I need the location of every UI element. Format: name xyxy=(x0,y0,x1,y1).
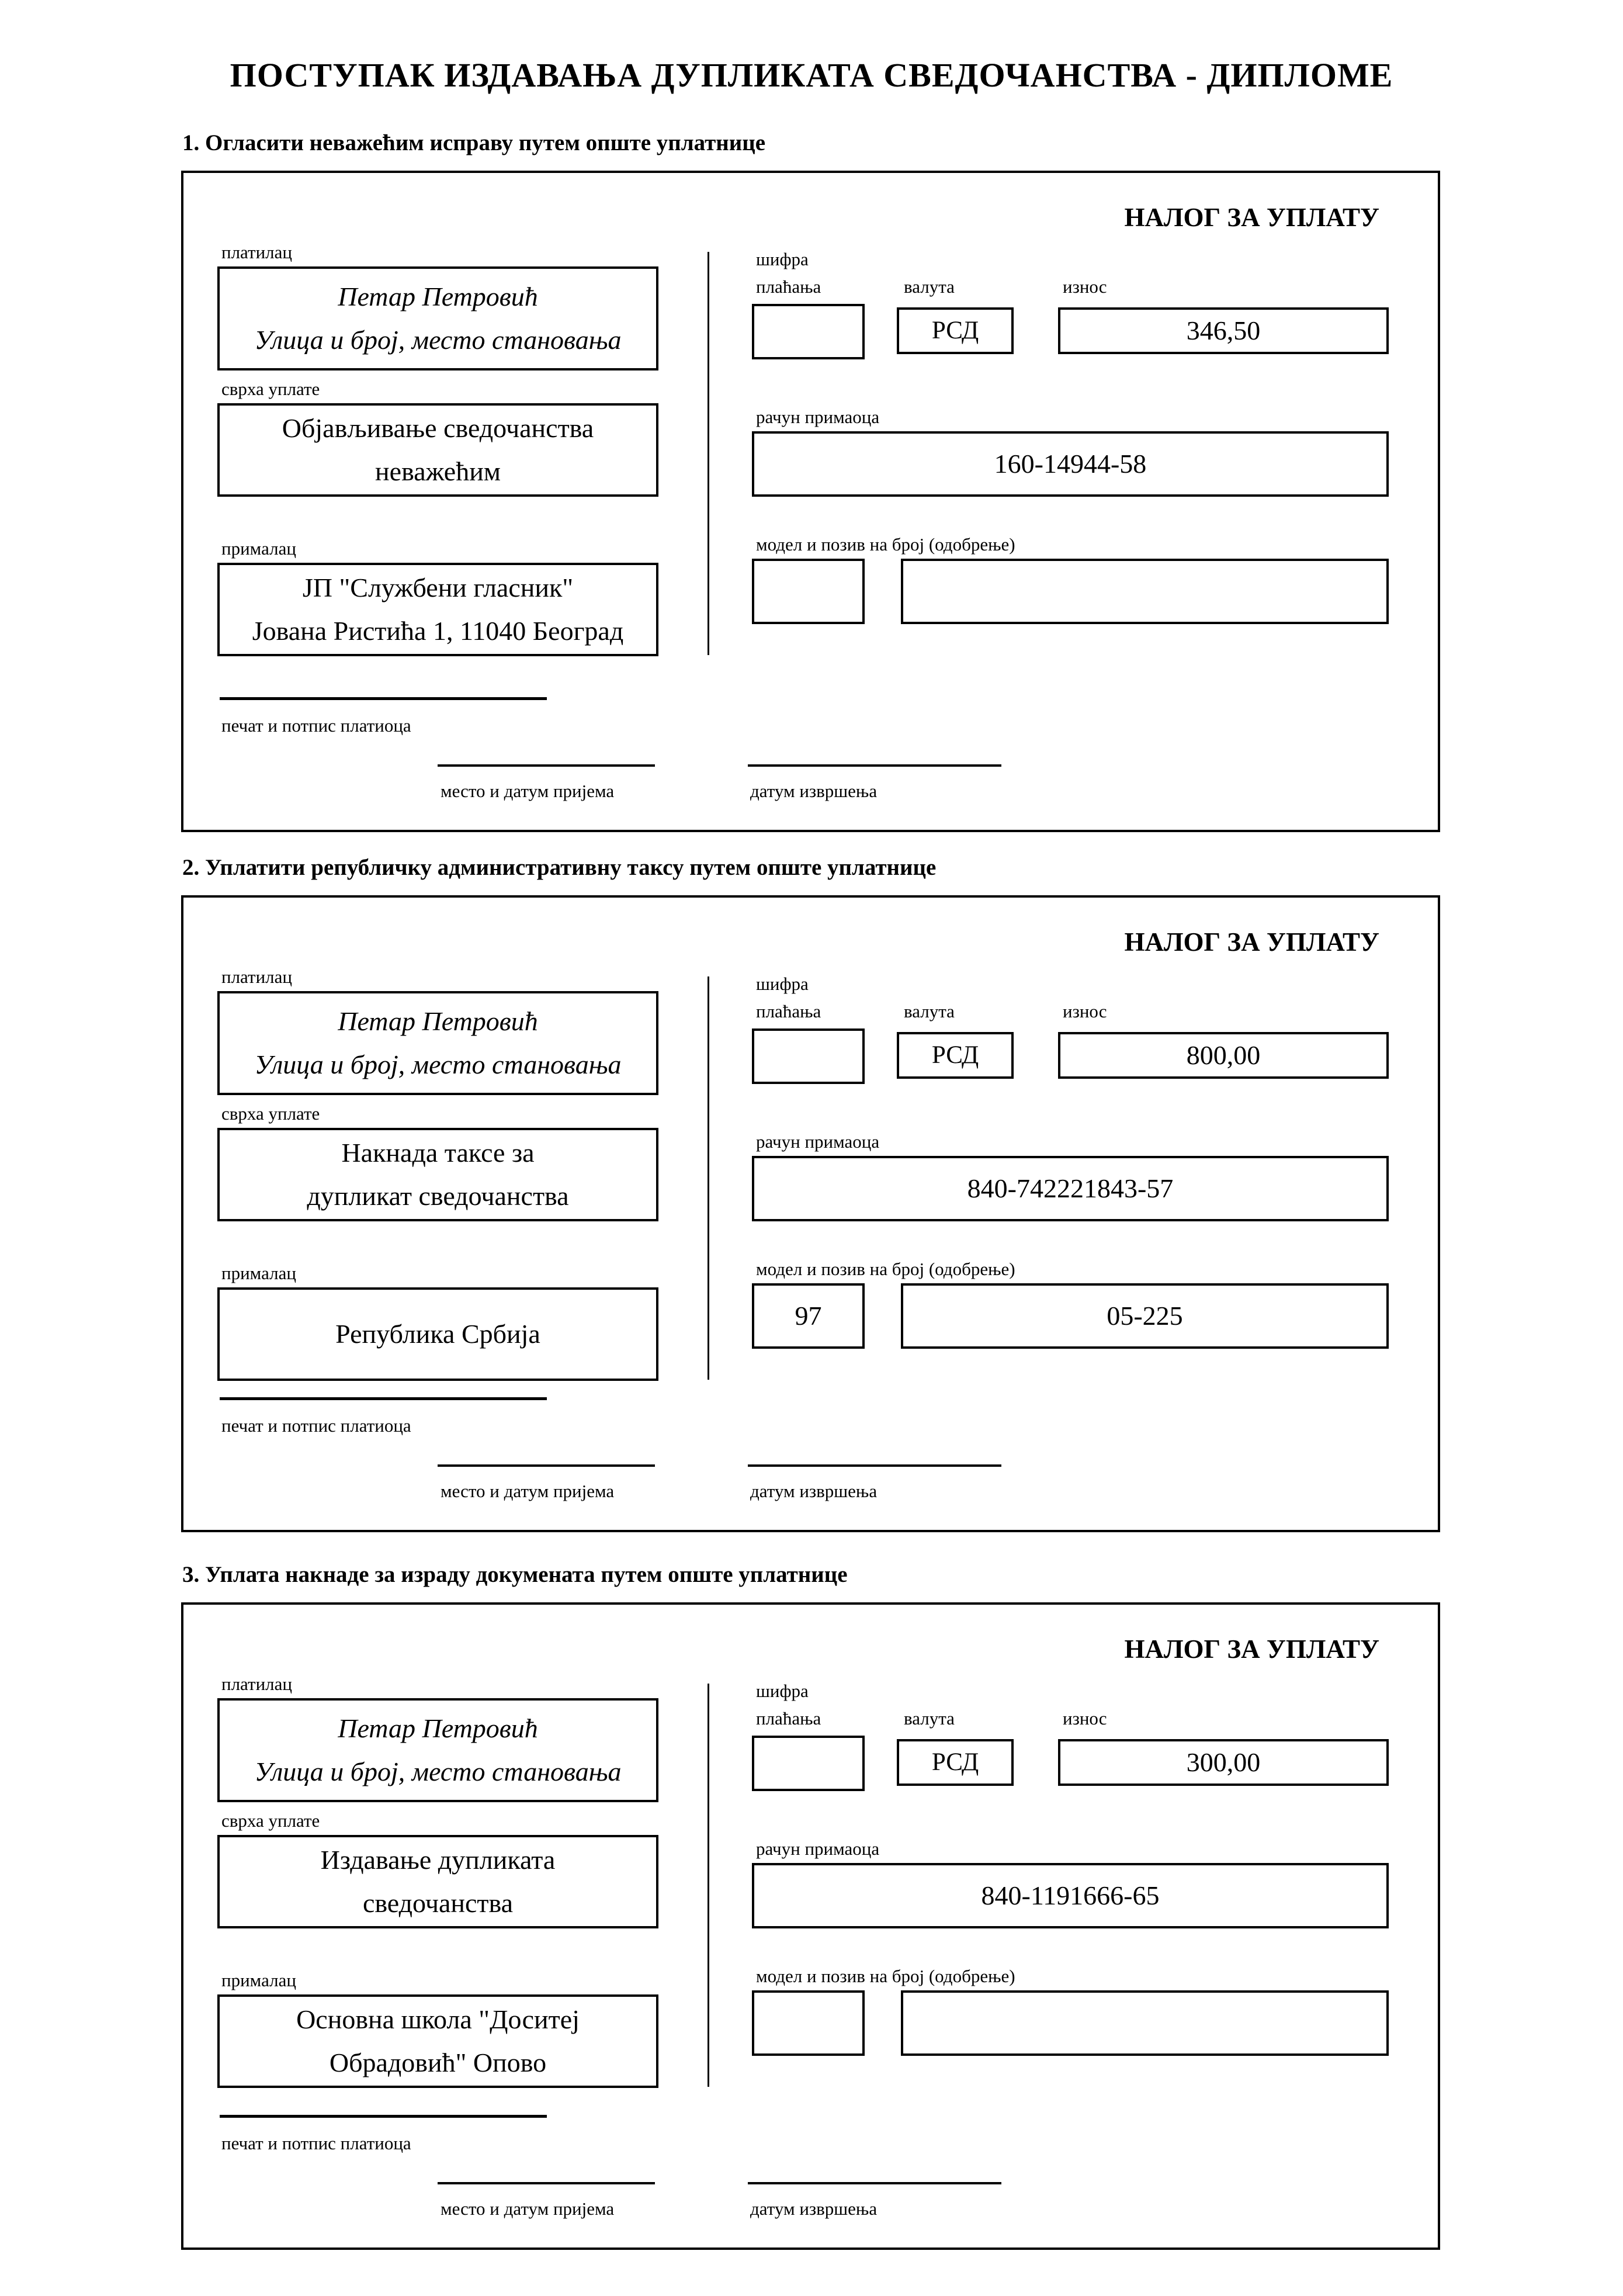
purpose-label: сврха уплате xyxy=(221,379,320,399)
payer-name: Петар Петровић xyxy=(338,282,538,312)
currency-label: валута xyxy=(904,276,955,297)
recipient-account-value: 160-14944-58 xyxy=(994,449,1147,479)
payer-label: платилац xyxy=(221,242,292,262)
payment-code-label-line1: шифра xyxy=(756,249,809,269)
payer-name: Петар Петровић xyxy=(338,1713,538,1744)
payment-code-label-line2: плаћања xyxy=(756,276,821,297)
recipient-field xyxy=(217,1994,658,2088)
purpose-line-1: Накнада таксе за xyxy=(341,1138,535,1168)
payer-address: Улица и број, место становања xyxy=(254,1757,622,1786)
amount-label: износ xyxy=(1063,276,1107,297)
recipient-account-value: 840-1191666-65 xyxy=(981,1881,1160,1911)
payer-address: Улица и број, место становања xyxy=(254,1050,622,1079)
currency-value: РСД xyxy=(931,316,979,344)
payment-code-label-line1: шифра xyxy=(756,1681,809,1701)
document-title: ПОСТУПАК ИЗДАВАЊА ДУПЛИКАТА СВЕДОЧАНСТВА - ДИПЛОМЕ xyxy=(230,56,1393,94)
recipient-account-field xyxy=(752,1863,1389,1928)
section-3-heading: 3. Уплата накнаде за израду докумената путем опште уплатнице xyxy=(182,1562,848,1587)
payer-address: Улица и број, место становања xyxy=(254,325,622,355)
amount-field xyxy=(1058,307,1389,354)
payer-field xyxy=(217,1698,658,1802)
stamp-signature-line xyxy=(220,697,547,700)
recipient-label: прималац xyxy=(221,538,296,559)
recipient-field xyxy=(217,1287,658,1381)
payment-code-label-line1: шифра xyxy=(756,974,809,994)
currency-label: валута xyxy=(904,1708,955,1729)
column-divider xyxy=(708,976,709,1380)
amount-field xyxy=(1058,1739,1389,1786)
stamp-signature-line xyxy=(220,1397,547,1400)
place-date-receipt-label: место и датум пријема xyxy=(441,1481,615,1501)
purpose-line-2: дупликат сведочанства xyxy=(307,1181,569,1211)
column-divider xyxy=(708,252,709,655)
recipient-label: прималац xyxy=(221,1263,296,1283)
execution-date-label: датум извршења xyxy=(750,2198,878,2219)
place-date-receipt-line xyxy=(438,2182,655,2184)
model-field xyxy=(752,559,865,624)
stamp-signature-line xyxy=(220,2115,547,2118)
model-value: 97 xyxy=(795,1301,822,1331)
payer-field xyxy=(217,991,658,1095)
slip-title: НАЛОГ ЗА УПЛАТУ xyxy=(1124,203,1379,232)
model-reference-label: модел и позив на број (одобрење) xyxy=(756,534,1015,555)
model-reference-label: модел и позив на број (одобрење) xyxy=(756,1966,1015,1986)
amount-value: 800,00 xyxy=(1186,1040,1261,1071)
recipient-account-label: рачун примаоца xyxy=(756,1131,880,1152)
slip-title: НАЛОГ ЗА УПЛАТУ xyxy=(1124,927,1379,957)
recipient-field xyxy=(217,563,658,656)
recipient-line-1: Република Србија xyxy=(335,1319,540,1349)
purpose-field xyxy=(217,1835,658,1928)
recipient-line-2: Јована Ристића 1, 11040 Београд xyxy=(252,616,624,646)
amount-label: износ xyxy=(1063,1708,1107,1729)
purpose-field xyxy=(217,1128,658,1221)
stamp-signature-label: печат и потпис платиоца xyxy=(221,2133,411,2153)
recipient-account-field xyxy=(752,431,1389,497)
section-2-heading: 2. Уплатити републичку административну таксу путем опште уплатнице xyxy=(182,855,937,880)
reference-number-field xyxy=(901,1283,1389,1349)
purpose-field xyxy=(217,403,658,497)
recipient-line-1: Основна школа "Доситеј xyxy=(296,2004,580,2035)
reference-number-field xyxy=(901,559,1389,624)
place-date-receipt-label: место и датум пријема xyxy=(441,2198,615,2219)
payment-slip-3 xyxy=(181,1602,1440,2250)
amount-value: 346,50 xyxy=(1186,316,1261,346)
recipient-line-2: Обрадовић" Опово xyxy=(329,2048,547,2077)
currency-value: РСД xyxy=(931,1748,979,1776)
purpose-label: сврха уплате xyxy=(221,1103,320,1124)
purpose-line-1: Издавање дупликата xyxy=(320,1845,556,1875)
recipient-label: прималац xyxy=(221,1970,296,1990)
payer-label: платилац xyxy=(221,1674,292,1694)
execution-date-label: датум извршења xyxy=(750,781,878,801)
section-1-heading: 1. Огласити неважећим исправу путем опште уплатнице xyxy=(182,130,766,155)
payment-slip-2 xyxy=(181,895,1440,1532)
purpose-line-2: неважећим xyxy=(375,456,501,486)
execution-date-line xyxy=(748,1464,1001,1467)
execution-date-line xyxy=(748,2182,1001,2184)
recipient-account-label: рачун примаоца xyxy=(756,407,880,427)
amount-value: 300,00 xyxy=(1186,1747,1261,1778)
reference-number-value: 05-225 xyxy=(1107,1301,1183,1331)
recipient-line-1: ЈП "Службени гласник" xyxy=(302,573,574,603)
recipient-account-field xyxy=(752,1156,1389,1221)
place-date-receipt-line xyxy=(438,1464,655,1467)
place-date-receipt-line xyxy=(438,764,655,767)
currency-value: РСД xyxy=(931,1041,979,1069)
purpose-line-1: Објављивање сведочанства xyxy=(282,413,594,444)
model-field xyxy=(752,1283,865,1349)
currency-field xyxy=(897,1032,1014,1079)
stamp-signature-label: печат и потпис платиоца xyxy=(221,1415,411,1436)
payer-field xyxy=(217,266,658,370)
execution-date-label: датум извршења xyxy=(750,1481,878,1501)
payment-code-label-line2: плаћања xyxy=(756,1708,821,1729)
model-reference-label: модел и позив на број (одобрење) xyxy=(756,1259,1015,1279)
payment-code-label-line2: плаћања xyxy=(756,1001,821,1021)
payment-code-field xyxy=(752,1028,865,1084)
stamp-signature-label: печат и потпис платиоца xyxy=(221,715,411,736)
column-divider xyxy=(708,1684,709,2087)
recipient-account-label: рачун примаоца xyxy=(756,1838,880,1859)
amount-field xyxy=(1058,1032,1389,1079)
payment-slip-1 xyxy=(181,171,1440,832)
model-field xyxy=(752,1990,865,2056)
payer-name: Петар Петровић xyxy=(338,1006,538,1037)
recipient-account-value: 840-742221843-57 xyxy=(967,1173,1174,1204)
reference-number-field xyxy=(901,1990,1389,2056)
payment-code-field xyxy=(752,1736,865,1791)
currency-field xyxy=(897,1739,1014,1786)
currency-field xyxy=(897,307,1014,354)
currency-label: валута xyxy=(904,1001,955,1021)
place-date-receipt-label: место и датум пријема xyxy=(441,781,615,801)
payer-label: платилац xyxy=(221,967,292,987)
slip-title: НАЛОГ ЗА УПЛАТУ xyxy=(1124,1634,1379,1664)
payment-code-field xyxy=(752,304,865,359)
purpose-label: сврха уплате xyxy=(221,1810,320,1831)
execution-date-line xyxy=(748,764,1001,767)
amount-label: износ xyxy=(1063,1001,1107,1021)
purpose-line-2: сведочанства xyxy=(362,1888,514,1918)
